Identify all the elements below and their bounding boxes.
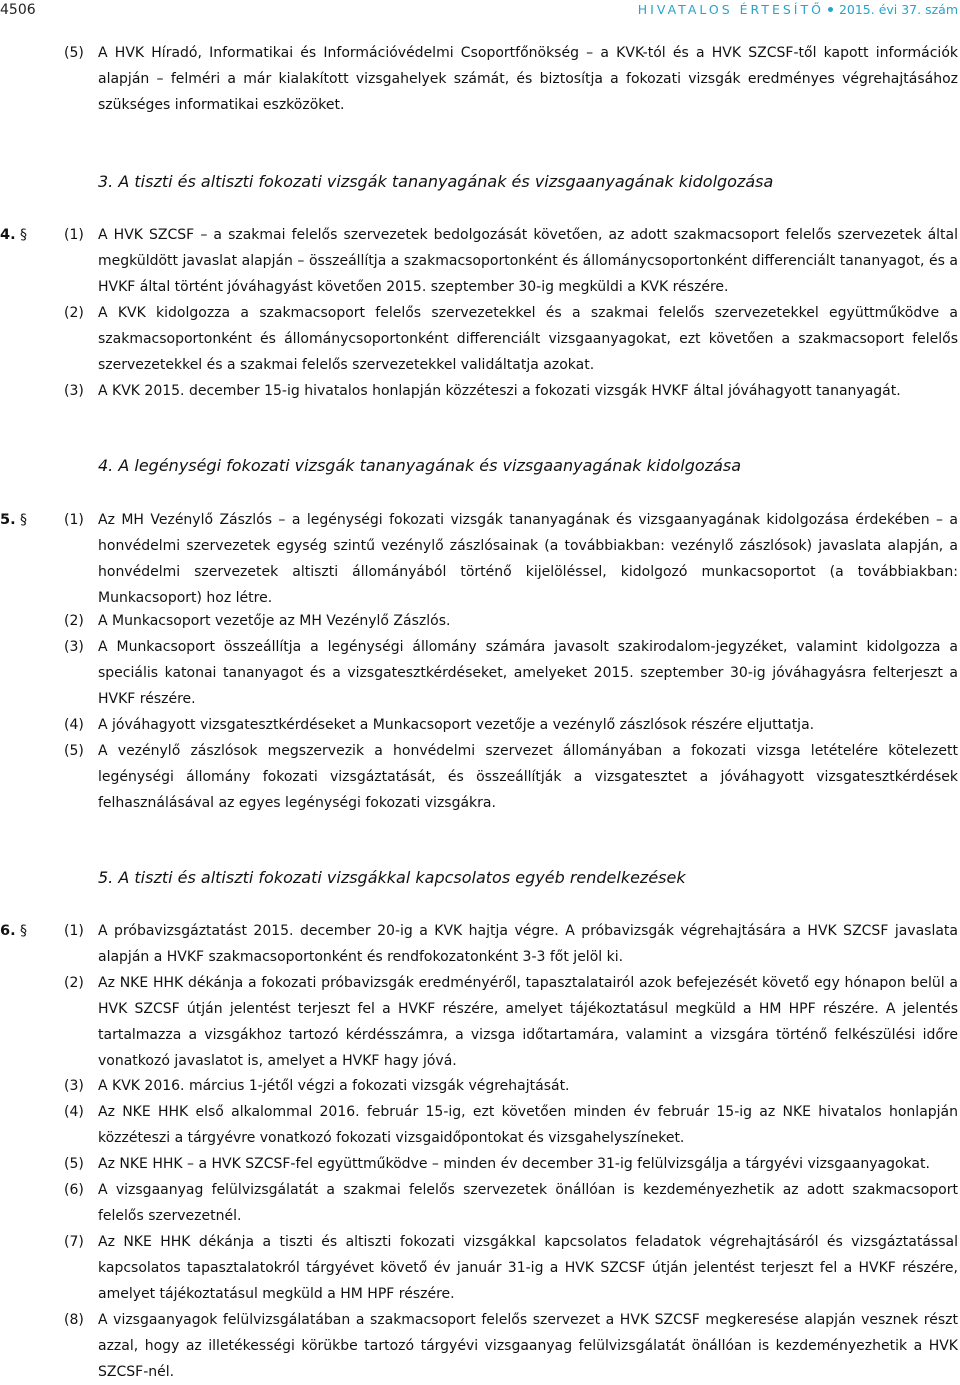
paragraph-text: A Munkacsoport vezetője az MH Vezénylő Zászlós. <box>98 613 451 629</box>
section-heading: 3. A tiszti és altiszti fokozati vizsgák tananyagának és vizsgaanyagának kidolgozása <box>98 172 774 191</box>
paragraph-block <box>0 1229 960 1307</box>
paragraph-block <box>0 1099 960 1151</box>
paragraph-block <box>0 378 960 404</box>
paragraph-block <box>0 1151 960 1177</box>
section-sign: § <box>20 227 27 243</box>
journal-name: HIVATALOS ÉRTESÍTŐ <box>637 2 824 17</box>
paragraph-text: A HVK SZCSF – a szakmai felelős szervezetek bedolgozását követően, az adott szakmacsoport felelős szervezetek által megküldött javaslat alapján – összeállítja a szakmacsoportonként és állománycsoportonként differenciált tananyagot, és a HVKF által történt jóváhagyást követően 2015. szeptember 30-ig megküldi a KVK részére. <box>98 227 958 295</box>
paragraph-block <box>0 608 960 634</box>
paragraph-block <box>0 40 960 118</box>
paragraph-number: (6) <box>64 1182 84 1198</box>
paragraph-number: (3) <box>64 639 84 655</box>
paragraph-text: Az NKE HHK – a HVK SZCSF-fel együttműködve – minden év december 31-ig felülvizsgálja a tárgyévi vizsgaanyagokat. <box>98 1156 930 1172</box>
journal-issue: 2015. évi 37. szám <box>838 2 958 17</box>
paragraph-block <box>0 634 960 712</box>
section-sign: § <box>20 512 27 528</box>
paragraph-number: (1) <box>64 227 84 243</box>
paragraph-block <box>0 1073 960 1099</box>
section-number: 5. <box>0 512 16 528</box>
paragraph-block <box>0 300 960 378</box>
paragraph-text: A vizsgaanyagok felülvizsgálatában a szakmacsoport felelős szervezet a HVK SZCSF megkeresése alapján vesznek részt azzal, hogy az illetékességi körükbe tartozó tárgyévi vizsgaanyag felülvizsgálatát önállóan is kezdeményezhetik a HVK SZCSF-nél. <box>98 1312 958 1380</box>
paragraph-text: A KVK 2016. március 1-jétől végzi a fokozati vizsgák végrehajtását. <box>98 1078 570 1094</box>
paragraph-block <box>0 222 960 300</box>
paragraph-block <box>0 970 960 1074</box>
paragraph-block <box>0 738 960 816</box>
paragraph-number: (3) <box>64 383 84 399</box>
paragraph-number: (2) <box>64 975 84 991</box>
page-number: 4506 <box>0 2 36 18</box>
section-number: 6. <box>0 923 16 939</box>
paragraph-number: (5) <box>64 45 84 61</box>
paragraph-number: (2) <box>64 613 84 629</box>
paragraph-text: A vezénylő zászlósok megszervezik a honvédelmi szervezet állományában a fokozati vizsga letételére kötelezett legénységi állomány fokozati vizsgáztatását, és összeállítják a vizsgatesztet a jóváhagyott vizsgatesztkérdések felhasználásával az egyes legénységi fokozati vizsgákra. <box>98 743 958 811</box>
page-header <box>0 0 960 28</box>
paragraph-block <box>0 918 960 970</box>
paragraph-number: (4) <box>64 717 84 733</box>
paragraph-text: A Munkacsoport összeállítja a legénységi állomány számára javasolt szakirodalom-jegyzéket, valamint kidolgozza a speciális katonai tananyagot és a vizsgatesztkérdéseket, amelyeket 2015. szeptember 30-ig jóváhagyásra felterjeszt a HVKF részére. <box>98 639 958 707</box>
section-sign: § <box>20 923 27 939</box>
paragraph-block <box>0 1177 960 1229</box>
paragraph-text: Az MH Vezénylő Zászlós – a legénységi fokozati vizsgák tananyagának és vizsgaanyagának kidolgozása érdekében – a honvédelmi szervezetek egység szintű vezénylő zászlósainak (a továbbiakban: vezénylő zászlósok) javaslata alapján, a honvédelmi szervezetek altiszti állományából történő kijelöléssel, kidolgozó munkacsoportot (a továbbiakban: Munkacsoport) hoz létre. <box>98 512 958 606</box>
paragraph-block <box>0 507 960 611</box>
paragraph-text: A HVK Híradó, Informatikai és Információvédelmi Csoportfőnökség – a KVK-tól és a HVK SZCSF-től kapott információk alapján – felméri a már kialakított vizsgahelyek számát, és biztosítja a fokozati vizsgák eredményes végrehajtásához szükséges informatikai eszközöket. <box>98 45 958 113</box>
section-heading: 5. A tiszti és altiszti fokozati vizsgákkal kapcsolatos egyéb rendelkezések <box>98 868 686 887</box>
paragraph-text: A KVK 2015. december 15-ig hivatalos honlapján közzéteszi a fokozati vizsgák HVKF által jóváhagyott tananyagát. <box>98 383 901 399</box>
paragraph-number: (3) <box>64 1078 84 1094</box>
paragraph-block <box>0 1307 960 1385</box>
paragraph-text: Az NKE HHK dékánja a fokozati próbavizsgák eredményéről, tapasztalatairól azok befejezését követő egy hónapon belül a HVK SZCSF útján jelentést terjeszt fel a HVKF részére, amelyet tájékoztatásul megküld a HM HPF részére. A jelentés tartalmazza a vizsgákhoz tartozó kérdésszámra, a vizsga időtartamára, valamint a vizsgára történő felkészülési időre vonatkozó javaslatot is, amelyet a HVKF hagy jóvá. <box>98 975 958 1069</box>
journal-title <box>638 2 958 17</box>
section-heading: 4. A legénységi fokozati vizsgák tananyagának és vizsgaanyagának kidolgozása <box>98 456 742 475</box>
paragraph-number: (2) <box>64 305 84 321</box>
paragraph-text: A KVK kidolgozza a szakmacsoport felelős szervezetekkel és a szakmai felelős szervezetekkel együttműködve a szakmacsoportonként és állománycsoportonként differenciált vizsgaanyagokat, ezt követően a szakmacsoport felelős szervezetekkel és a szakmai felelős szervezetekkel validáltatja azokat. <box>98 305 958 373</box>
paragraph-number: (5) <box>64 1156 84 1172</box>
bullet-dot-icon <box>828 7 833 12</box>
paragraph-number: (8) <box>64 1312 84 1328</box>
paragraph-number: (1) <box>64 923 84 939</box>
section-number: 4. <box>0 227 16 243</box>
paragraph-text: Az NKE HHK dékánja a tiszti és altiszti fokozati vizsgákkal kapcsolatos feladatok végrehajtásáról és vizsgáztatással kapcsolatos tapasztalatokról tárgyévet követő év január 31-ig a HVK SZCSF útján jelentést terjeszt fel a HVKF részére, amelyet tájékoztatásul megküld a HM HPF részére. <box>98 1234 958 1302</box>
paragraph-number: (5) <box>64 743 84 759</box>
paragraph-text: A vizsgaanyag felülvizsgálatát a szakmai felelős szervezetek önállóan is kezdeményezhetik az adott szakmacsoport felelős szervezetnél. <box>98 1182 958 1224</box>
paragraph-number: (4) <box>64 1104 84 1120</box>
paragraph-block <box>0 712 960 738</box>
paragraph-number: (1) <box>64 512 84 528</box>
paragraph-text: A próbavizsgáztatást 2015. december 20-ig a KVK hajtja végre. A próbavizsgák végrehajtására a HVK SZCSF javaslata alapján a HVKF szakmacsoportonként és rendfokozatonként 3-3 főt jelöl ki. <box>98 923 958 965</box>
paragraph-text: Az NKE HHK első alkalommal 2016. február 15-ig, ezt követően minden év február 15-ig az NKE hivatalos honlapján közzéteszi a tárgyévre vonatkozó fokozati vizsgaidőpontokat és vizsgahelyszíneket. <box>98 1104 958 1146</box>
paragraph-text: A jóváhagyott vizsgatesztkérdéseket a Munkacsoport vezetője a vezénylő zászlósok részére eljuttatja. <box>98 717 815 733</box>
paragraph-number: (7) <box>64 1234 84 1250</box>
